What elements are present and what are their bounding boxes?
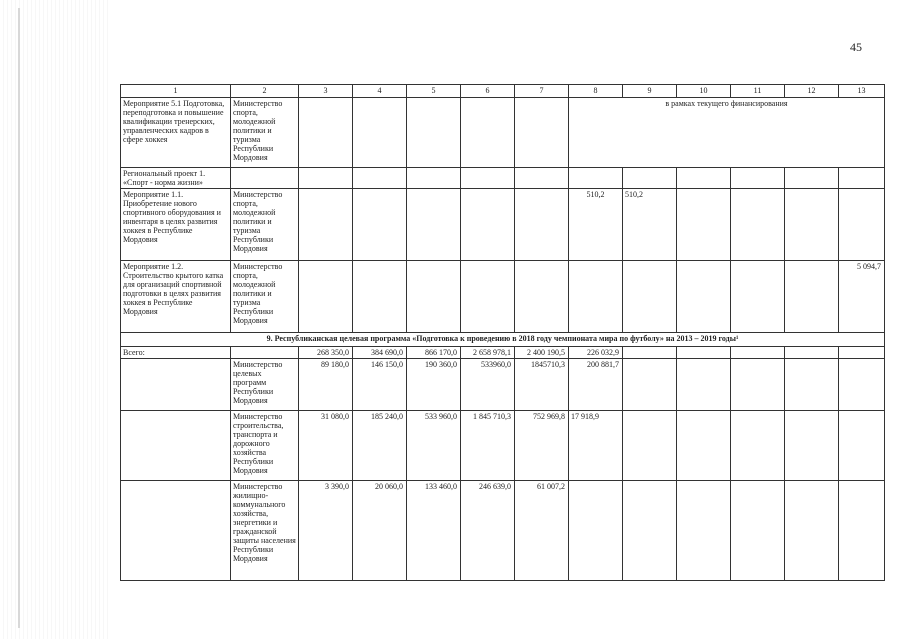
value-cell: 226 032,9 xyxy=(569,347,623,359)
col-header: 7 xyxy=(515,85,569,98)
row-label: Мероприятие 1.2. Строительство крытого катка для организаций спортивной подготовки в целях развития хоккея в Республике Мордовия xyxy=(121,261,231,333)
value-cell: 200 881,7 xyxy=(569,359,623,411)
responsible-org: Министерство спорта, молодежной политики и туризма Республики Мордовия xyxy=(231,189,299,261)
page-number: 45 xyxy=(850,40,862,54)
row-label: Региональный проект 1. «Спорт - норма жизни» xyxy=(121,168,231,189)
table-row xyxy=(121,481,885,581)
value-cell: 89 180,0 xyxy=(299,359,353,411)
value-cell: 3 390,0 xyxy=(299,481,353,581)
section-title: 9. Республиканская целевая программа «Подготовка к проведению в 2018 году чемпионата мира по футболу» на 2013 – 2019 годы¹ xyxy=(121,333,885,347)
col-header: 6 xyxy=(461,85,515,98)
value-cell: 510,2 xyxy=(623,189,677,261)
table-row xyxy=(121,359,885,411)
col-header: 12 xyxy=(785,85,839,98)
col-header: 3 xyxy=(299,85,353,98)
value-cell: 510,2 xyxy=(569,189,623,261)
col-header: 10 xyxy=(677,85,731,98)
col-header: 4 xyxy=(353,85,407,98)
responsible-org: Министерство спорта, молодежной политики и туризма Республики Мордовия xyxy=(231,98,299,168)
value-cell: 61 007,2 xyxy=(515,481,569,581)
col-header: 5 xyxy=(407,85,461,98)
section-row xyxy=(121,333,885,347)
total-label: Всего: xyxy=(121,347,231,359)
value-cell: 2 400 190,5 xyxy=(515,347,569,359)
col-header: 11 xyxy=(731,85,785,98)
value-cell: 17 918,9 xyxy=(569,411,623,481)
total-row xyxy=(121,347,885,359)
table-row xyxy=(121,98,885,168)
value-cell: 1845710,3 xyxy=(515,359,569,411)
funding-note: в рамках текущего финансирования xyxy=(569,98,885,168)
row-label: Мероприятие 5.1 Подготовка, переподготовка и повышение квалификации тренерских, управленческих кадров в сфере хоккея xyxy=(121,98,231,168)
table-row xyxy=(121,189,885,261)
row-label: Мероприятие 1.1. Приобретение нового спортивного оборудования и инвентаря в целях развития хоккея в Республике Мордовия xyxy=(121,189,231,261)
col-header: 1 xyxy=(121,85,231,98)
col-header: 9 xyxy=(623,85,677,98)
value-cell: 185 240,0 xyxy=(353,411,407,481)
scan-margin xyxy=(0,0,110,639)
responsible-org: Министерство строительства, транспорта и дорожного хозяйства Республики Мордовия xyxy=(231,411,299,481)
value-cell: 246 639,0 xyxy=(461,481,515,581)
value-cell: 752 969,8 xyxy=(515,411,569,481)
value-cell: 533960,0 xyxy=(461,359,515,411)
value-cell: 268 350,0 xyxy=(299,347,353,359)
col-header: 13 xyxy=(839,85,885,98)
value-cell: 1 845 710,3 xyxy=(461,411,515,481)
header-row xyxy=(121,85,885,98)
responsible-org: Министерство спорта, молодежной политики и туризма Республики Мордовия xyxy=(231,261,299,333)
table-row xyxy=(121,168,885,189)
value-cell: 866 170,0 xyxy=(407,347,461,359)
table-row xyxy=(121,261,885,333)
value-cell: 190 360,0 xyxy=(407,359,461,411)
col-header: 8 xyxy=(569,85,623,98)
value-cell: 133 460,0 xyxy=(407,481,461,581)
scan-edge-line xyxy=(18,8,20,628)
value-cell: 146 150,0 xyxy=(353,359,407,411)
value-cell: 2 658 978,1 xyxy=(461,347,515,359)
value-cell xyxy=(569,481,623,581)
value-cell: 533 960,0 xyxy=(407,411,461,481)
responsible-org: Министерство жилищно-коммунального хозяйства, энергетики и гражданской защиты населения Республики Мордовия xyxy=(231,481,299,581)
col-header: 2 xyxy=(231,85,299,98)
value-cell: 5 094,7 xyxy=(839,261,885,333)
table-row xyxy=(121,411,885,481)
value-cell: 31 080,0 xyxy=(299,411,353,481)
value-cell: 384 690,0 xyxy=(353,347,407,359)
responsible-org: Министерство целевых программ Республики Мордовия xyxy=(231,359,299,411)
value-cell: 20 060,0 xyxy=(353,481,407,581)
budget-table xyxy=(120,84,885,581)
